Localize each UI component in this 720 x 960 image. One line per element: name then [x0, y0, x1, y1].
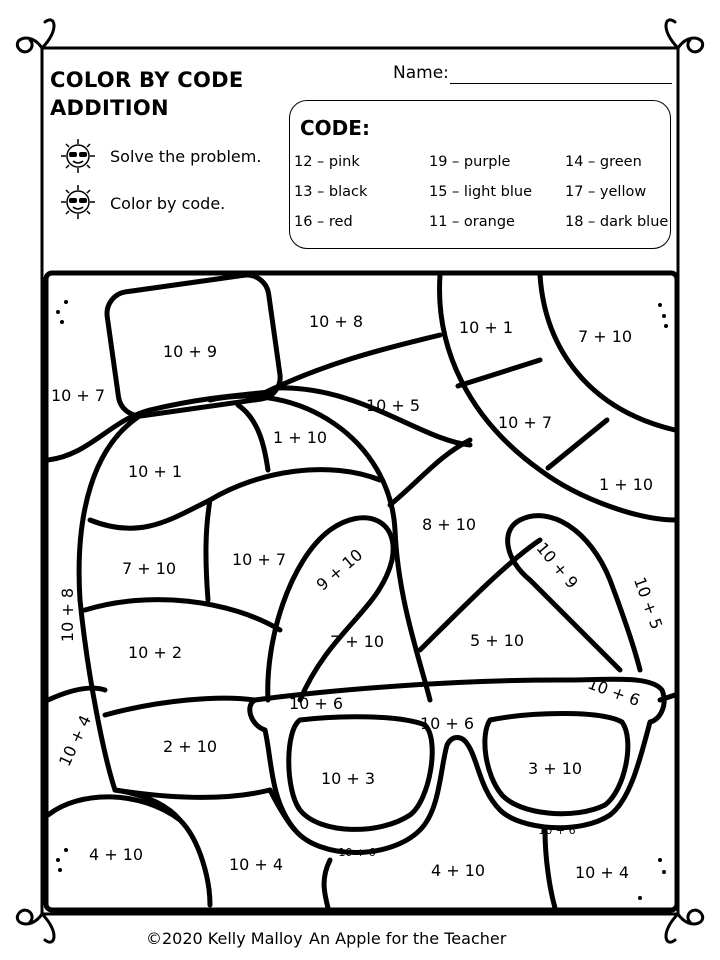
region-line — [48, 688, 105, 700]
problem-label: 10 + 7 — [231, 550, 287, 569]
region-line — [206, 500, 210, 600]
region-line — [105, 698, 255, 715]
problem-label: 10 + 9 — [162, 342, 218, 361]
problem-label: 10 + 6 — [538, 824, 576, 837]
problem-label: 10 + 1 — [127, 462, 183, 481]
region-line — [324, 860, 330, 908]
region-line — [458, 360, 540, 386]
title-line-2: ADDITION — [50, 96, 169, 120]
region-line — [85, 600, 280, 630]
code-item: 17 – yellow — [565, 184, 647, 200]
title-line-1: COLOR BY CODE — [50, 68, 244, 92]
problem-label: 10 + 4 — [228, 855, 284, 874]
region-line — [548, 420, 607, 468]
instruction-color: Color by code. — [110, 194, 226, 213]
problem-label: 10 + 9 — [532, 538, 582, 593]
problem-label: 8 + 10 — [421, 515, 477, 534]
problem-label: 7 + 10 — [329, 632, 385, 651]
problem-label: 10 + 7 — [50, 386, 106, 405]
code-item: 13 – black — [294, 184, 368, 200]
problem-label: 9 + 10 — [312, 545, 367, 595]
problem-label: 7 + 10 — [121, 559, 177, 578]
footer-copyright: ©2020 Kelly Malloy — [146, 929, 303, 948]
problem-label: 10 + 3 — [320, 769, 376, 788]
problem-label: 3 + 10 — [527, 759, 583, 778]
problem-label: 10 + 4 — [54, 712, 96, 770]
instruction-solve: Solve the problem. — [110, 147, 262, 166]
code-item: 18 – dark blue — [565, 214, 669, 230]
code-title: CODE: — [300, 116, 370, 140]
footer-brand: An Apple for the Teacher — [309, 929, 507, 948]
problem-label: 1 + 10 — [272, 428, 328, 447]
region-line — [545, 830, 555, 908]
code-item: 15 – light blue — [429, 184, 533, 200]
problem-label: 10 + 6 — [288, 694, 344, 713]
problem-label: 5 + 10 — [469, 631, 525, 650]
problem-label: 10 + 5 — [365, 396, 421, 415]
problem-label: 4 + 10 — [88, 845, 144, 864]
problem-label: 10 + 4 — [574, 863, 630, 882]
problem-label: 1 + 10 — [598, 475, 654, 494]
problem-label: 10 + 2 — [127, 643, 183, 662]
region-line — [508, 520, 620, 670]
problem-label: 10 + 5 — [629, 574, 667, 632]
code-item: 12 – pink — [294, 154, 360, 170]
problem-label: 2 + 10 — [162, 737, 218, 756]
problem-label: 7 + 10 — [577, 327, 633, 346]
region-line — [268, 518, 393, 700]
code-item: 19 – purple — [429, 154, 511, 170]
region-line — [540, 275, 675, 430]
problem-label: 10 + 6 — [338, 846, 376, 859]
code-item: 11 – orange — [429, 214, 515, 230]
name-label: Name: — [393, 63, 449, 83]
problem-label: 10 + 7 — [497, 413, 553, 432]
region-line — [238, 405, 268, 470]
region-line — [390, 440, 470, 505]
code-item: 14 – green — [565, 154, 642, 170]
code-item: 16 – red — [294, 214, 353, 230]
problem-label: 4 + 10 — [430, 861, 486, 880]
problem-label: 10 + 6 — [419, 714, 475, 733]
problem-label: 10 + 1 — [458, 318, 514, 337]
problem-label: 10 + 8 — [308, 312, 364, 331]
problem-label: 10 + 6 — [585, 673, 643, 711]
problem-label: 10 + 8 — [58, 587, 77, 643]
